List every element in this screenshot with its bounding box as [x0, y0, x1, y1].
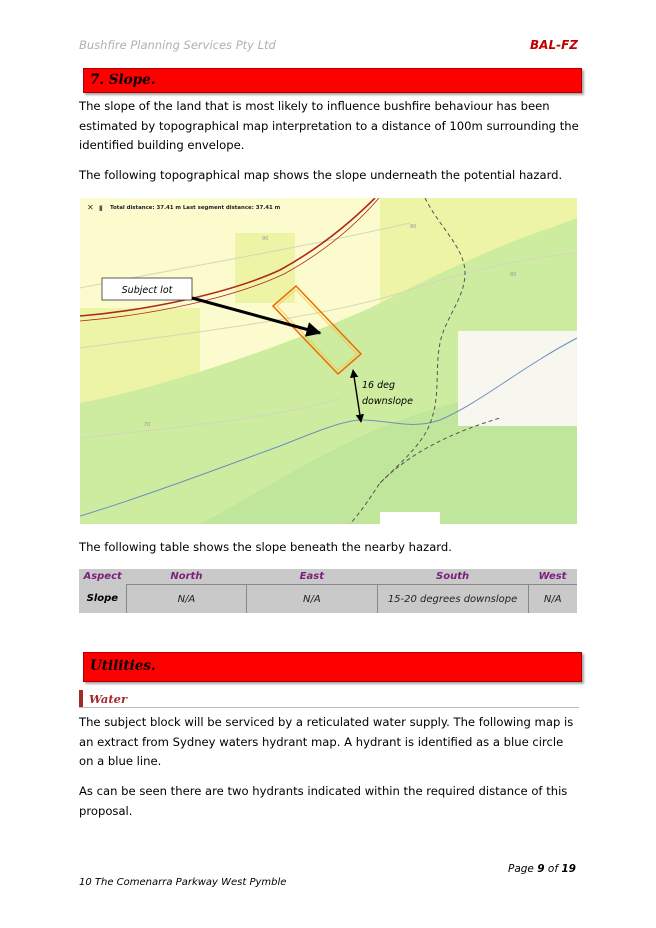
slope-table [79, 569, 577, 613]
page-number [508, 863, 576, 875]
map-contour-label: 90 [262, 236, 269, 242]
subject-lot-label: Subject lot [121, 285, 173, 296]
subheading-water [79, 690, 579, 708]
slope-label-direction: downslope [362, 396, 413, 407]
header-company: Bushfire Planning Services Pty Ltd [79, 38, 276, 52]
map-cleared-block [458, 331, 577, 426]
map-cleared-block [380, 512, 440, 524]
slope-north-value: N/A [126, 585, 246, 614]
slope-table-header-row [79, 569, 577, 585]
slope-paragraph-2: The following topographical map shows the slope underneath the potential hazard. [79, 168, 563, 182]
slope-table-row [79, 585, 577, 614]
slope-east-value: N/A [247, 585, 378, 614]
section-bar-utilities [83, 652, 582, 682]
topographic-map-svg [80, 198, 577, 524]
map-contour-label: 80 [510, 272, 517, 278]
subheading-water-label: Water [89, 692, 128, 706]
col-header-east: East [299, 571, 324, 582]
slope-label-deg: 16 deg [362, 380, 396, 391]
slope-west-value: N/A [528, 585, 577, 614]
close-icon[interactable]: ✕ [87, 203, 94, 212]
col-header-north: North [170, 571, 203, 582]
map-vegetation-patch [235, 233, 295, 303]
measure-readout: Total distance: 37.41 m Last segment distance: 37.41 m [110, 205, 281, 211]
footer-address: 10 The Comenarra Parkway West Pymble [79, 877, 287, 888]
map-contour-label: 80 [410, 224, 417, 230]
section-title-slope: 7. Slope. [90, 72, 156, 88]
row-label-slope: Slope [86, 593, 119, 605]
topographic-map [80, 198, 577, 524]
trash-icon[interactable]: ▮ [99, 204, 103, 212]
col-header-west: West [538, 571, 567, 582]
map-contour-label: 70 [144, 422, 151, 428]
table-intro: The following table shows the slope beneath the nearby hazard. [79, 540, 452, 554]
section-bar-slope [83, 68, 582, 93]
slope-south-value: 15-20 degrees downslope [377, 585, 528, 614]
slope-paragraph-1: The slope of the land that is most likely to influence bushfire behaviour has been estimated by topographical map interpretation to a distance of 100m surrounding the identified building envelope. [79, 99, 579, 152]
col-header-aspect: Aspect [83, 571, 122, 583]
page-of: of [547, 863, 559, 875]
page-word: Page [508, 863, 534, 875]
header-rating: BAL-FZ [530, 38, 578, 52]
subheading-marker [79, 690, 83, 707]
utilities-paragraph-2: As can be seen there are two hydrants indicated within the required distance of this proposal. [79, 784, 568, 818]
col-header-south: South [436, 571, 470, 582]
section-title-utilities: Utilities. [90, 658, 156, 674]
utilities-paragraph-1: The subject block will be serviced by a reticulated water supply. The following map is an extract from Sydney waters hydrant map. A hydrant is identified as a blue circle on a blue line. [79, 715, 574, 768]
page-total: 19 [561, 863, 576, 875]
page-current: 9 [537, 863, 545, 875]
